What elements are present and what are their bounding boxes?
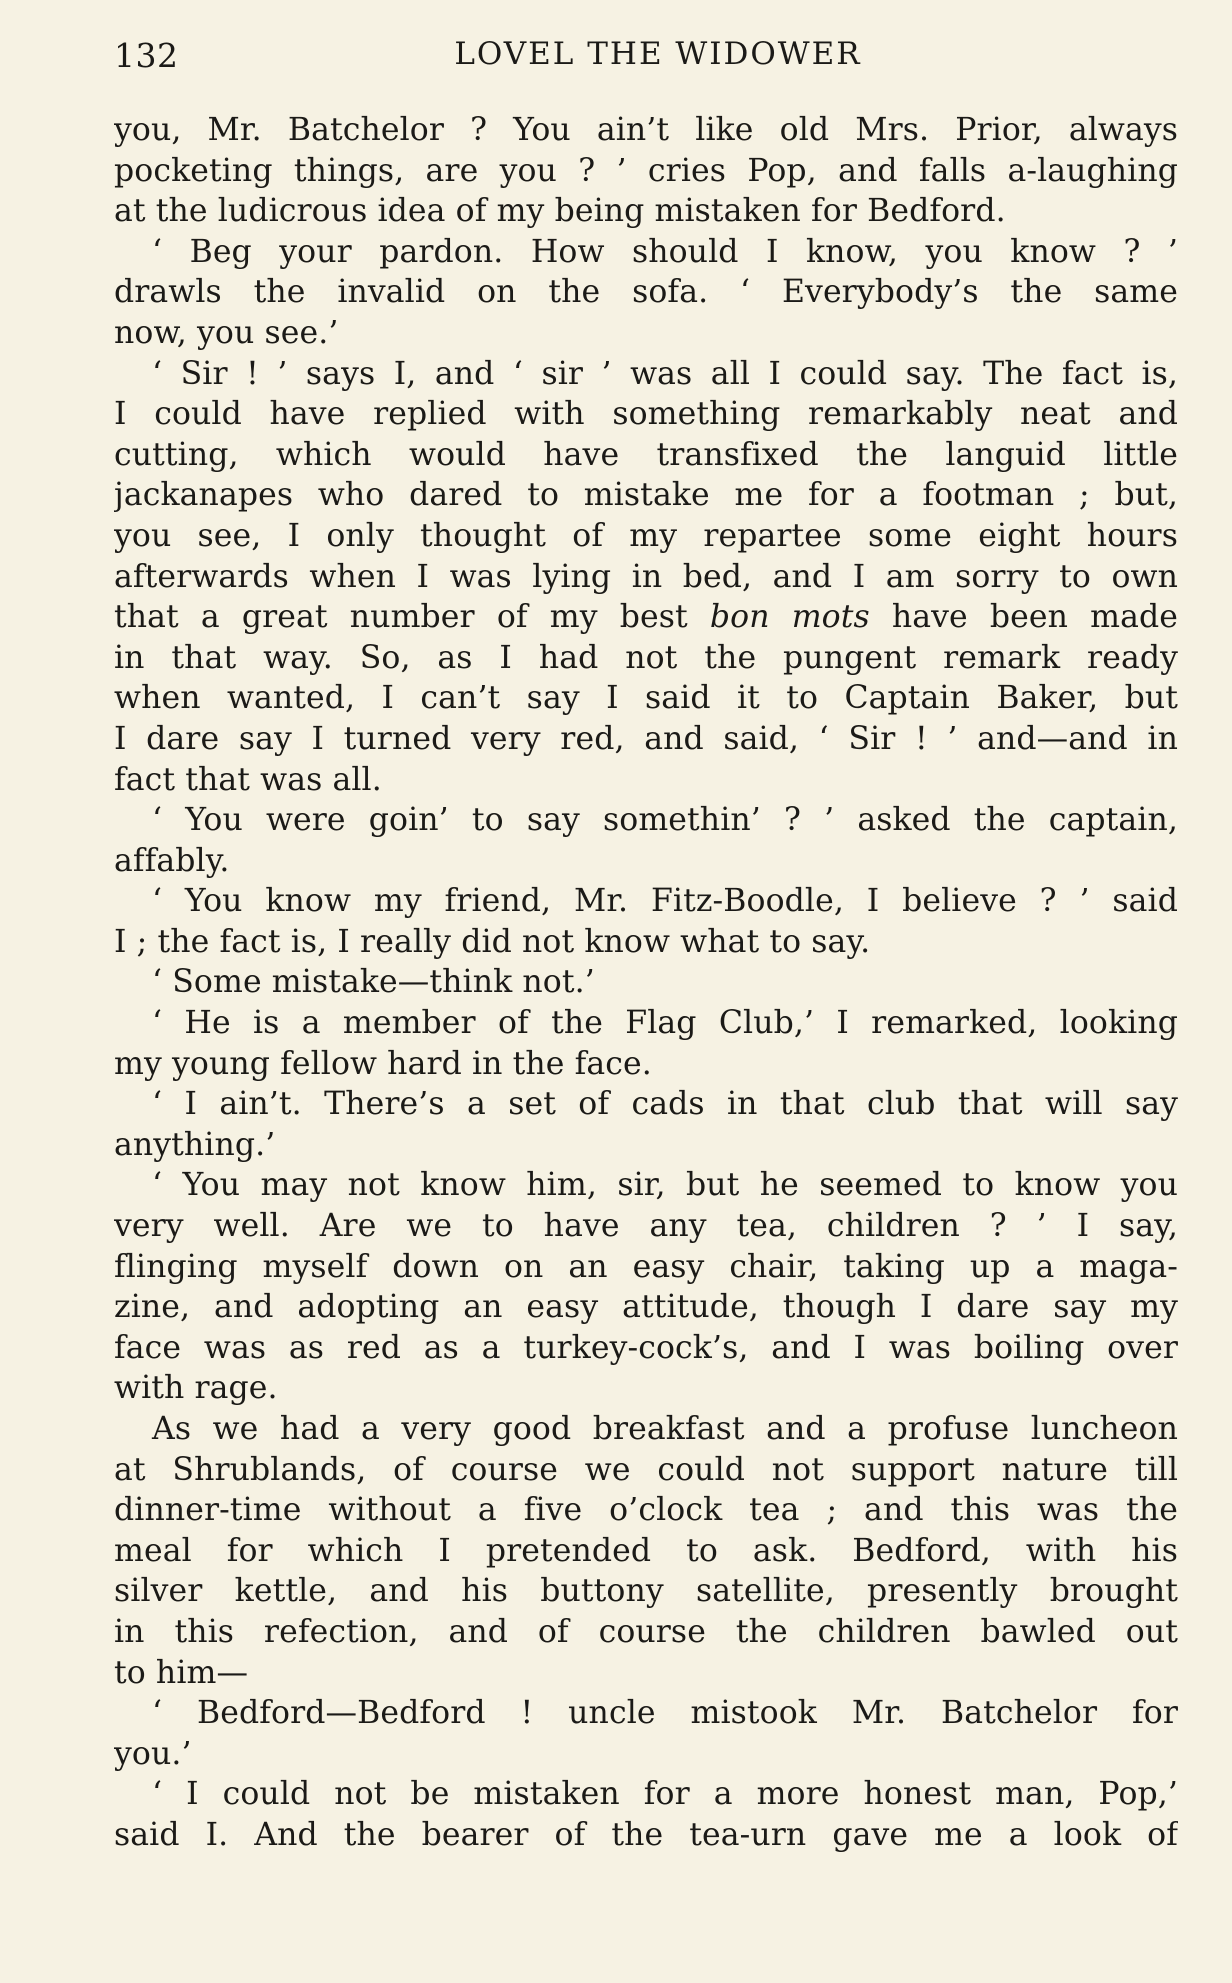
text-line: afterwards when I was lying in bed, and I am sorry to own (114, 558, 1178, 595)
text-line: ‘ Bedford—Bedford ! uncle mistook Mr. Batchelor for (152, 1695, 1178, 1732)
text-line: said I. And the bearer of the tea-urn gave me a look of (114, 1816, 1178, 1853)
text-line: drawls the invalid on the sofa. ‘ Everybody’s the same (114, 274, 1178, 311)
text-line: fact that was all. (114, 761, 382, 798)
running-header (114, 36, 1178, 76)
text-line: flinging myself down on an easy chair, taking up a maga- (114, 1248, 1178, 1285)
text-line: at Shrublands, of course we could not support nature till (114, 1451, 1178, 1488)
text-line: zine, and adopting an easy attitude, though I dare say my (114, 1289, 1178, 1326)
text-line: ‘ Beg your pardon. How should I know, you know ? ’ (152, 233, 1178, 270)
text-line: affably. (114, 842, 230, 879)
text-line: ‘ You know my friend, Mr. Fitz-Boodle, I believe ? ’ said (152, 883, 1178, 920)
text-line: my young fellow hard in the face. (114, 1045, 652, 1082)
text-line: at the ludicrous idea of my being mistaken for Bedford. (114, 193, 1006, 230)
body-text (114, 110, 1178, 1856)
text-line: in this refection, and of course the children bawled out (114, 1613, 1178, 1650)
text-line: ‘ You may not know him, sir, but he seemed to know you (152, 1167, 1178, 1204)
text-line: when wanted, I can’t say I said it to Captain Baker, but (114, 680, 1178, 717)
text-line: silver kettle, and his buttony satellite, presently brought (114, 1573, 1178, 1610)
text-line: with rage. (114, 1370, 278, 1407)
text-line: now, you see.’ (114, 314, 339, 351)
text-line: jackanapes who dared to mistake me for a footman ; but, (114, 477, 1178, 514)
text-line: I ; the fact is, I really did not know what to say. (114, 923, 871, 960)
text-line: anything.’ (114, 1126, 276, 1163)
text-line: I could have replied with something remarkably neat and (114, 396, 1178, 433)
text-line: face was as red as a turkey-cock’s, and I was boiling over (114, 1329, 1178, 1366)
text-line: ‘ You were goin’ to say somethin’ ? ’ asked the captain, (152, 802, 1178, 839)
text-line: ‘ Some mistake—think not.’ (152, 964, 595, 1001)
text-line: meal for which I pretended to ask. Bedford, with his (114, 1532, 1178, 1569)
text-line: you.’ (114, 1735, 192, 1772)
text-line: As we had a very good breakfast and a profuse luncheon (152, 1411, 1178, 1447)
text-line: ‘ Sir ! ’ says I, and ‘ sir ’ was all I could say. The fact is, (152, 355, 1178, 392)
running-title: LOVEL THE WIDOWER (454, 36, 862, 72)
text-line: dinner-time without a five o’clock tea ; and this was the (114, 1492, 1178, 1529)
text-line: ‘ I could not be mistaken for a more honest man, Pop,’ (152, 1776, 1178, 1813)
text-line: you, Mr. Batchelor ? You ain’t like old Mrs. Prior, always (114, 112, 1178, 148)
text-line: pocketing things, are you ? ’ cries Pop, and falls a-laughing (114, 152, 1178, 189)
text-line: ‘ He is a member of the Flag Club,’ I remarked, looking (152, 1005, 1178, 1042)
text-line: cutting, which would have transfixed the languid little (114, 436, 1178, 473)
page-number: 132 (114, 36, 179, 75)
text-line: ‘ I ain’t. There’s a set of cads in that club that will say (152, 1086, 1178, 1123)
text-line: in that way. So, as I had not the pungent remark ready (114, 639, 1178, 676)
text-line: that a great number of my best bon mots have been made (114, 599, 1178, 636)
text-line: very well. Are we to have any tea, children ? ’ I say, (114, 1208, 1178, 1245)
text-line: I dare say I turned very red, and said, ‘ Sir ! ’ and—and in (114, 720, 1178, 757)
text-line: you see, I only thought of my repartee some eight hours (114, 517, 1178, 554)
text-line: to him— (114, 1654, 249, 1691)
